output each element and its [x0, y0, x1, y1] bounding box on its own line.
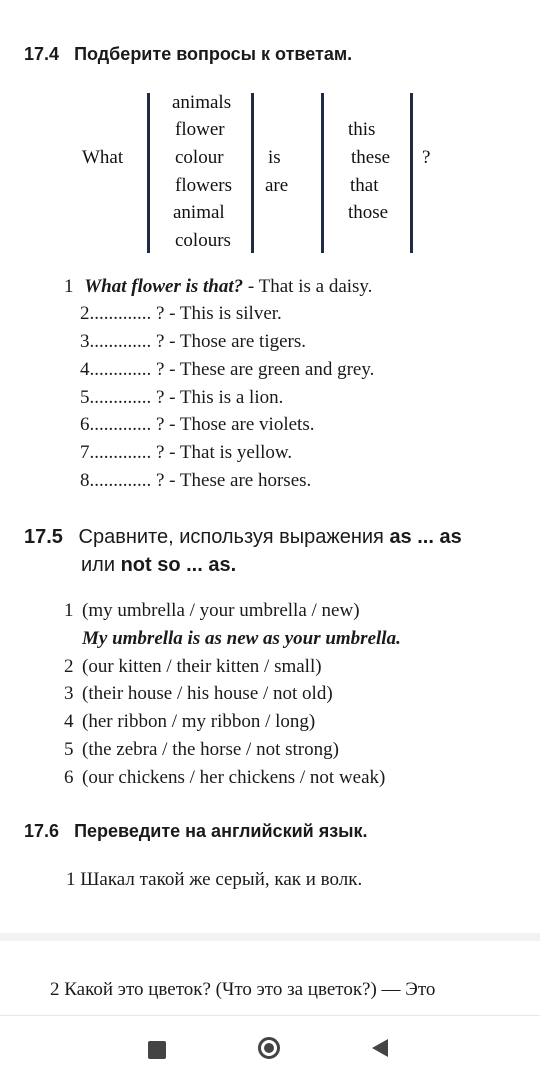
table-question-mark: ? — [422, 147, 431, 168]
item-text: 1 Шакал такой же серый, как и волк. — [66, 869, 363, 890]
list-item — [80, 303, 282, 325]
table-divider — [147, 93, 150, 253]
answer-blank: ............. — [89, 442, 152, 463]
item-number: 3 — [80, 331, 90, 352]
list-item — [64, 600, 360, 622]
home-icon[interactable] — [258, 1037, 280, 1059]
answer-blank: ............. — [89, 470, 152, 491]
item-number: 1 — [64, 276, 74, 297]
item-answer: ? - This is silver. — [151, 303, 282, 324]
item-number: 5 — [80, 387, 90, 408]
table-noun: animal — [173, 202, 225, 223]
answer-line: 2 Какой это цветок? (Что это за цветок?) — Это — [50, 979, 436, 1000]
item-number: 2 — [64, 656, 74, 677]
table-divider — [410, 93, 413, 253]
item-text: (my umbrella / your umbrella / new) — [82, 600, 360, 621]
exercise-17-4-header — [24, 44, 352, 65]
exercise-title-emphasis: not so ... as. — [120, 554, 237, 576]
exercise-number: 17.5 — [24, 526, 63, 548]
table-noun: flowers — [175, 175, 232, 196]
table-word-what: What — [82, 147, 124, 168]
item-text: (our kitten / their kitten / small) — [82, 656, 322, 677]
item-number: 5 — [64, 739, 74, 760]
item-number: 6 — [64, 767, 74, 788]
item-text: (her ribbon / my ribbon / long) — [82, 711, 316, 732]
example-question: What flower is that? — [84, 276, 244, 297]
exercise-title: Подберите вопросы к ответам. — [74, 44, 353, 64]
list-item — [64, 656, 322, 678]
list-item — [64, 739, 339, 761]
table-pronoun: that — [350, 175, 379, 196]
answer-blank: ............. — [89, 303, 152, 324]
exercise-17-5-header — [24, 523, 462, 579]
exercise-title-emphasis: as ... as — [389, 526, 462, 548]
recent-apps-icon[interactable] — [148, 1041, 166, 1059]
item-answer: - That is a daisy. — [243, 276, 373, 297]
exercise-number: 17.6 — [24, 821, 60, 841]
table-pronoun: this — [348, 119, 376, 140]
list-item — [64, 767, 385, 789]
item-number: 4 — [80, 359, 90, 380]
table-pronoun: those — [348, 202, 389, 223]
answer-text — [50, 979, 435, 1001]
item-answer: ? - That is yellow. — [151, 442, 293, 463]
table-verb: are — [265, 175, 289, 196]
exercise-number: 17.4 — [24, 44, 60, 64]
table-noun: colours — [175, 230, 231, 251]
list-item — [80, 414, 314, 436]
header-line — [24, 523, 462, 551]
item-number: 7 — [80, 442, 90, 463]
back-icon[interactable] — [372, 1039, 388, 1057]
item-number: 2 — [80, 303, 90, 324]
table-divider — [321, 93, 324, 253]
list-item — [80, 331, 306, 353]
item-answer: ? - This is a lion. — [151, 387, 284, 408]
list-item — [64, 711, 315, 733]
item-number: 6 — [80, 414, 90, 435]
table-divider — [251, 93, 254, 253]
list-item — [80, 359, 374, 381]
item-text: (their house / his house / not old) — [82, 683, 333, 704]
table-noun: animals — [172, 92, 232, 113]
item-answer: ? - Those are violets. — [151, 414, 315, 435]
table-pronoun: these — [351, 147, 391, 168]
item-number: 4 — [64, 711, 74, 732]
content-separator — [0, 933, 540, 941]
example-answer — [82, 628, 401, 650]
table-verb: is — [268, 147, 281, 168]
header-line — [24, 551, 462, 579]
answer-blank: ............. — [89, 414, 152, 435]
table-noun: colour — [175, 147, 224, 168]
list-item — [66, 869, 362, 891]
list-item — [80, 387, 283, 409]
item-number: 1 — [64, 600, 74, 621]
item-answer: ? - These are horses. — [151, 470, 312, 491]
navigation-bar — [0, 1015, 540, 1081]
item-answer: ? - Those are tigers. — [151, 331, 307, 352]
exercise-title-text: Сравните, используя выражения — [78, 526, 390, 548]
item-number: 3 — [64, 683, 74, 704]
exercise-17-6-header — [24, 821, 368, 842]
table-noun: flower — [175, 119, 225, 140]
answer-blank: ............. — [89, 387, 152, 408]
item-text: (our chickens / her chickens / not weak) — [82, 767, 386, 788]
list-item — [80, 470, 311, 492]
answer-blank: ............. — [89, 331, 152, 352]
answer-blank: ............. — [89, 359, 152, 380]
exercise-title-text: или — [81, 554, 121, 576]
item-text: (the zebra / the horse / not strong) — [82, 739, 339, 760]
list-item — [64, 276, 372, 298]
item-answer: ? - These are green and grey. — [151, 359, 375, 380]
item-number: 8 — [80, 470, 90, 491]
list-item — [64, 683, 333, 705]
exercise-title: Переведите на английский язык. — [74, 821, 368, 841]
list-item — [80, 442, 292, 464]
item-text: My umbrella is as new as your umbrella. — [82, 628, 401, 649]
